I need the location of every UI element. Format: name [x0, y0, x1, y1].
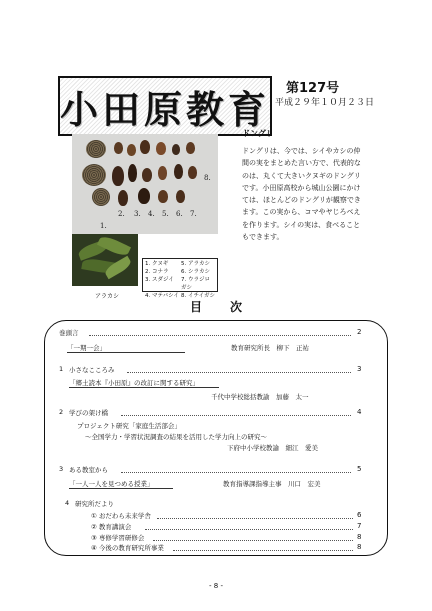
toc-item-subtitle: ～全国学力・学習状況調査の結果を活用した学力向上の研究～ — [85, 433, 267, 441]
toc-section-title: 小さなこころみ — [69, 366, 115, 374]
toc-section-title: 巻頭言 — [59, 329, 79, 337]
photo-number: 5. — [162, 210, 169, 218]
toc-item-title: プロジェクト研究「家庭生活部会」 — [77, 422, 181, 430]
title-underline — [67, 352, 185, 353]
issue-number: 第127号 — [286, 81, 340, 96]
toc-item-title: 「一期一会」 — [67, 344, 106, 352]
toc-page-number: 6 — [357, 511, 362, 519]
page-number-footer: - 8 - — [209, 582, 223, 590]
masthead — [58, 76, 272, 136]
leaf-shape — [103, 256, 133, 280]
toc-page-number: 8 — [357, 543, 362, 551]
title-underline — [69, 387, 219, 388]
dot-leader — [153, 540, 353, 541]
toc-page-number: 4 — [357, 408, 362, 416]
acorn-shape — [188, 166, 197, 179]
photo-number: 7. — [190, 210, 197, 218]
acorn-cap-shape — [92, 188, 110, 206]
legend-item: 6. シラカシ — [181, 269, 210, 275]
acorn-shape — [158, 190, 168, 203]
photo-number: 1. — [100, 222, 107, 230]
leaf-photo — [72, 234, 138, 286]
toc-section-title: 学びの架け橋 — [69, 409, 108, 417]
acorn-shape — [186, 142, 195, 154]
toc-section-number: 4 — [65, 499, 70, 507]
toc-page-number: 8 — [357, 533, 362, 541]
legend-item: 2. コナラ — [145, 269, 169, 275]
dot-leader — [121, 415, 351, 416]
photo-number: 2. — [118, 210, 125, 218]
dot-leader — [157, 518, 353, 519]
toc-item-title: ① おだわら未来学舎 — [91, 512, 151, 520]
acorn-shape — [172, 144, 180, 155]
toc-page-number: 2 — [357, 328, 362, 336]
toc-item-title: ② 教育講演会 — [91, 523, 132, 531]
dot-leader — [127, 372, 351, 373]
photo-number: 8. — [204, 174, 211, 182]
toc-section-number: 1 — [59, 365, 64, 373]
masthead-title: 小田原教育 — [60, 86, 271, 132]
acorn-shape — [112, 166, 124, 186]
toc-heading: 目 次 — [190, 300, 251, 314]
toc-box — [44, 320, 388, 556]
photo-number: 6. — [176, 210, 183, 218]
article-title: ドングリ — [242, 129, 274, 138]
acorn-photo — [72, 134, 218, 234]
toc-item-author: 教育研究所長 柳下 正祐 — [231, 344, 309, 352]
issue-date: 平成２９年１０月２３日 — [275, 98, 375, 108]
acorn-shape — [156, 142, 166, 155]
acorn-shape — [174, 164, 183, 179]
legend-item: 8. イチイガシ — [181, 293, 215, 299]
toc-section-number: 3 — [59, 465, 64, 473]
leaf-caption: アラカシ — [95, 293, 120, 300]
acorn-cap-shape — [86, 140, 106, 158]
title-underline — [69, 488, 173, 489]
legend-item: 1. クヌギ — [145, 261, 169, 267]
acorn-cap-shape — [82, 164, 106, 186]
toc-page-number: 7 — [357, 522, 362, 530]
acorn-shape — [118, 190, 128, 206]
acorn-shape — [158, 166, 167, 180]
photo-number: 4. — [148, 210, 155, 218]
dot-leader — [121, 472, 351, 473]
article-body: ドングリは、今では、シイやカシの仲間の実をまとめた言い方で、代表的なのは、丸くて大きいクヌギのドングリです。小田原高校から城山公園にかけては、ほとんどのドングリが観察できます。この実から、コマやヤじろべえを作ります。シイの実は、食べることもできます。 — [242, 147, 361, 242]
legend-item: 3. スダジイ — [145, 277, 174, 283]
toc-item-title: ④ 今後の教育研究所事業 — [91, 544, 164, 552]
species-legend — [142, 258, 218, 299]
acorn-shape — [127, 144, 136, 156]
toc-page-number: 5 — [357, 465, 362, 473]
toc-item-author: 教育指導課指導主事 川口 宏美 — [223, 480, 321, 488]
photo-number: 3. — [134, 210, 141, 218]
acorn-shape — [128, 164, 137, 182]
legend-item: 7. ウラジロガシ — [181, 277, 210, 291]
toc-section-number: 2 — [59, 408, 64, 416]
toc-section-title: 研究所だより — [75, 500, 114, 508]
acorn-shape — [114, 142, 123, 154]
legend-item: 4. マテバシイ — [145, 293, 179, 299]
dot-leader — [89, 335, 351, 336]
toc-item-author: 千代中学校総括教諭 加藤 太一 — [211, 393, 309, 401]
acorn-shape — [138, 188, 150, 204]
acorn-shape — [140, 140, 150, 154]
dot-leader — [173, 550, 353, 551]
toc-section-title: ある教室から — [69, 466, 108, 474]
acorn-shape — [142, 168, 152, 182]
toc-item-title: 「郷土読本『小田原』の改訂に関する研究」 — [69, 379, 199, 387]
dot-leader — [145, 529, 353, 530]
legend-item: 5. アラカシ — [181, 261, 210, 267]
toc-item-author: 下府中小学校教諭 細江 愛美 — [227, 444, 318, 452]
toc-item-title: 「一人一人を見つめる授業」 — [69, 480, 154, 488]
acorn-shape — [176, 190, 185, 203]
toc-page-number: 3 — [357, 365, 362, 373]
toc-item-title: ③ 専修学習研修会 — [91, 534, 145, 542]
leaf-shape — [97, 234, 131, 258]
